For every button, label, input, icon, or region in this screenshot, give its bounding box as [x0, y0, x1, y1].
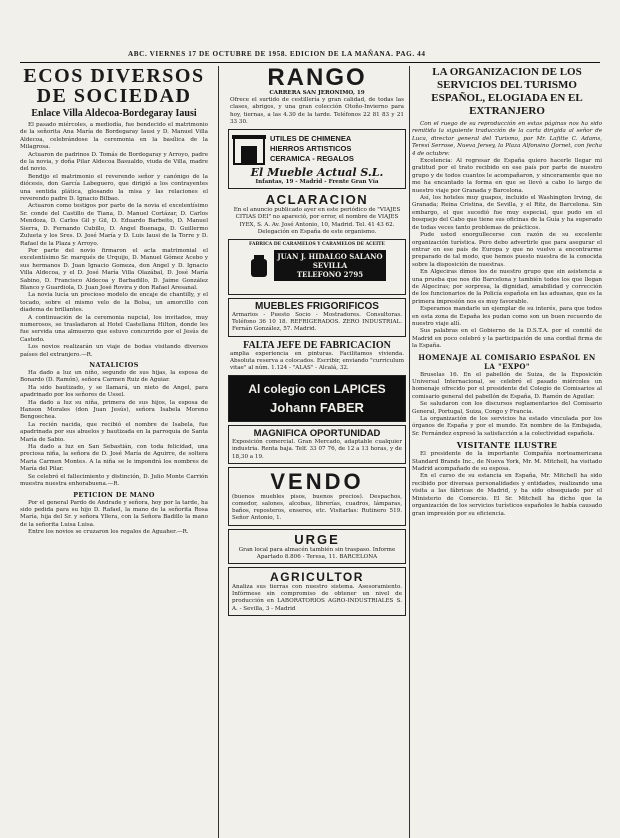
- homenaje-paragraph: Se saludaron con los discursos reglamentarios del Comisario General, Portugal, Suiza, Congo y Francia.: [412, 401, 602, 415]
- muebles-ad: [228, 298, 406, 337]
- magnifica-ad: [228, 425, 406, 464]
- ads-column: [228, 66, 406, 838]
- falta-title: FALTA JEFE DE FABRICACION: [243, 339, 391, 351]
- page-header: ABC. VIERNES 17 DE OCTUBRE DE 1958. EDICION DE LA MAÑANA. PAG. 44: [128, 50, 426, 58]
- wedding-paragraph: El pasado miércoles, a mediodía, fue bendecido el matrimonio de la señorita Ana María de Bordegaray Iausi y D. Manuel Villa Aldecoa, celebrándose la ceremonia en la basílica de la Milagrosa.: [20, 122, 208, 151]
- tourism-title: LA ORGANIZACION DE LOS SERVICIOS DEL TURISMO ESPAÑOL, ELOGIADA EN EL EXTRANJERO: [431, 66, 583, 117]
- falta-ad: [228, 340, 406, 373]
- muebles-title: MUEBLES FRIGORIFICOS: [255, 301, 379, 313]
- vendo-ad: [228, 467, 406, 526]
- chimenea-ad: [228, 129, 406, 189]
- wedding-paragraph: Bendijo el matrimonio el reverendo señor y canónigo de la diócesis, don García Labeguero, que dirigió a los contrayentes una sentida plática, glosando la misa y las relaciones el reverendo padre D. Ignacio Bilbao.: [20, 173, 208, 203]
- wedding-paragraph: A continuación de la ceremonia nupcial, los invitados, muy numerosos, se trasladaron al Hotel Castellana Hilton, donde les fue servida una almuerzo que estuvo concurrido por el Jesús de Castedo.: [20, 314, 208, 343]
- fireplace-icon: [232, 132, 266, 166]
- peticion-heading: PETICION DE MANO: [73, 490, 155, 499]
- aclaracion-title: ACLARACION: [265, 192, 369, 208]
- juan-name: JUAN J. HIDALGO SALANO: [277, 252, 383, 262]
- juan-tel: TELEFONO 2795: [296, 270, 364, 280]
- tourism-paragraph: En Algeciras dimos los de nuestro grupo que sin asistencia a una prueba que nos dio Barcelona y también todos los que llegan de Algeciras; por sorpresa, la dignidad, amabilidad y corrección de los funcionarios de la Policía española en las aduanas, que es la primera impresión nos es muy favorable.: [412, 269, 602, 305]
- tourism-intro: Con el ruego de su reproducción en estas páginas nos ha sido remitida la siguiente traducción de la carta dirigida al señor de Luca, director general del Turismo, por Mr. Lafitte C. Adams, Teresí Serrose, Nueva Jersey, la Plaza Alfonsino (Jornet, con fecha 4 de octubre:: [412, 121, 602, 157]
- juan-hidalgo-ad: [228, 239, 406, 295]
- urge-title: URGE: [294, 531, 340, 547]
- column-rule: [218, 66, 219, 838]
- tourism-paragraph: Pude usted enorgullecerse con razón de su excelente organización turística. Pero debo advertirle que para asegurar el entrar en ese país de Europa y que no vuelvo a encontrarme preparado de tal modo, que hemos puesto nuestra de la conocida sobre la disposición de nuestras.: [412, 232, 602, 268]
- jar-icon: [248, 253, 270, 279]
- wedding-paragraph: Los novios realizarán un viaje de bodas visitando diversos países del extranjero.—R.: [20, 344, 208, 358]
- wedding-paragraph: Por parte del novio firmaron el acta matrimonial el excelentísimo Sr. marqués de Urquijo, D. Manuel Gómez Acebo y sus hermanos D. Juan Ignacio Gomeza, don Angel y D. Ignacio Villa Aldecoa, y el D. José María Villa Olazábal, D. José María Sabino, D. Francisco Aldecoa y Barbadillo, D. Jaime González Blanco y Guardiola, D. Juan José Rovira y don Rafael Aresanal.: [20, 247, 208, 291]
- natalicio-paragraph: La recién nacida, que recibió el nombre de Isabela, fue apadrinada por sus abuelos y bautizada en la parroquia de Santa María de Sabio.: [20, 421, 208, 443]
- homenaje-heading: HOMENAJE AL COMISARIO ESPAÑOL EN LA "EXPO": [418, 352, 596, 371]
- wedding-paragraph: Actuaron de padrinos D. Tomás de Bordegaray y Arroyo, padre de la novia, y doña Pilar Aldecoa Basualdo, viuda de Villa, madre del novio.: [20, 151, 208, 173]
- natalicios-heading: NATALICIOS: [89, 361, 139, 369]
- muebles-text: Armarios - Puesto Socio - Mostradores. Consultoras. Teléfono 36 10 18. REFRIGERADOS. ZERO INDUSTRIAL. Fernán González, 57. Madrid.: [232, 312, 402, 333]
- tourism-column: [412, 66, 602, 838]
- homenaje-paragraph: Bruselas 16. En el pabellón de Suiza, de la Exposición Universal Internacional, se celebró el pasado miércoles un homenaje ofrecido por el presidente del Colegio de Comisarios al comisario general del pabellón de España, D. Ramón de Aguilar.: [412, 371, 602, 400]
- chimenea-line: CERAMICA - REGALOS: [270, 154, 354, 164]
- tourism-paragraph: Excelencia: Al regresar de España quiero hacerle llegar mi gratitud por el trato recibido en ese país por parte de nuestro grupo y de todos cuantos le acompañaron, y sinceramente que no me ha encantado la forma en que se llevó a cabo lo largo de nuestro viaje por Granada y Barcelona.: [412, 158, 602, 194]
- urge-text: Gran local para almacén también sin traspaso. Informe Apartado 8.806 - Teresa, 11. BARCELONA: [238, 546, 396, 560]
- natalicio-paragraph: Ha dado a luz su niña, primera de sus hijos, la esposa de Hanson Morales (don Juan Jesús), señora Isabela Moreno Bengoechea.: [20, 399, 208, 421]
- magnifica-title: MAGNIFICA OPORTUNIDAD: [253, 428, 381, 440]
- aclaracion-text: En el anuncio publicado ayer en este periódico de "VIAJES CITIAS DEI" no apareció, por error, el nombre de VIAJES IYEX, S. A. Av. José Antonio, 10, Madrid. Tel. 41 43 62. Delegación en España de este organismo.: [233, 207, 401, 235]
- peticion-paragraph: Por el general Pardo de Andrade y señora, hoy por la tarde, ha sido pedida para su hijo D. Rafael, la mano de la señorita Rosa María, hija del Sr. y señora Yllera, con la Señora Badillo la mano de la señorita Luisa Luisa.: [20, 499, 208, 528]
- rango-address: CARRERA SAN JERONIMO, 19: [269, 90, 365, 96]
- vendo-text: (buenos muebles pisos, buenos precios). Despachos, comedor, salones, alcobas, librerías, cuadros, lámparas, baños, reposteros, enseres, etc. Visitarlas: Rutinero 519. Señor Antonio, 1.: [232, 493, 402, 522]
- rango-title: RANGO: [267, 66, 367, 91]
- society-title: ECOS DIVERSOS DE SOCIEDAD: [23, 66, 205, 107]
- column-rule: [409, 66, 410, 838]
- society-column: [20, 66, 208, 838]
- wedding-paragraph: Actuaron como testigos por parte de la novia el excelentísimo Sr. conde del Castillo de Tiana, D. Manuel Cortázar, D. Carlos Mendoza, D. Carlos Gil y Gil, D. Eduardo Barbeito, D. Manuel Sierra, D. Fernando Cubillo, D. Angel Buenaga, D. Guillermo Zulueta y los Sres. D. José María y D. Luis Iausi de la Torre y D. Rafael de la Plaza y Arroyo.: [20, 203, 208, 247]
- homenaje-paragraph: La organización de los servicios ha estado vinculada por los órganos de España y por el mundo. En nombre de la Embajada, Sr. Fernández expresó la satisfacción a la colectividad española.: [412, 416, 602, 437]
- aclaracion-ad: [228, 192, 406, 236]
- faber-line2: Johann FABER: [270, 400, 364, 416]
- magnifica-text: Exposición comercial. Gran Mercado, adaptable cualquier industria. Renta baja. Telf. 33 07 76, de 12 a 13 horas, y de 18,30 a 19.: [232, 439, 402, 460]
- natalicio-paragraph: Se celebró el fallecimiento y distinción, D. Julio Monte Carrión muestra nuestra enhorabuena.—R.: [20, 473, 208, 488]
- wedding-title: Enlace Villa Aldecoa-Bordegaray Iausi: [31, 108, 197, 119]
- chimenea-address: Infantas, 19 - Madrid - Frente Gran Vía: [255, 179, 379, 186]
- header-rule: [20, 62, 600, 63]
- juan-city: SEVILLA: [312, 261, 348, 271]
- chimenea-brand: El Mueble Actual S.L.: [250, 166, 384, 180]
- faber-line1: Al colegio con LAPICES: [248, 382, 386, 397]
- natalicio-paragraph: Ha dado a luz un niño, segundo de sus hijas, la esposa de Bonardo (D. Ramón), señora Carmen Ruiz de Aguiar.: [20, 370, 208, 384]
- urge-ad: [228, 529, 406, 564]
- visitante-paragraph: En el curso de su estancia en España, Mr. Mitchell ha sido recibido por diversas personalidades y entidades, realizando una visita a las fábricas de Madrid, y ha sido obsequiado por el Ministerio de Comercio. El Sr. Mitchell ha dicho que la organización de los servicios turísticos españoles le había causado gran impresión por su eficiencia.: [412, 473, 602, 517]
- vendo-title: VENDO: [270, 468, 364, 494]
- agricultor-text: Analiza sus tierras con nuestro sistema. Asesoramiento. Infórmese sin compromiso de obtener un nivel de producción en LABORATORIOS AGRO-INDUSTRIALES S. A. - Sevilla, 3 - Madrid: [232, 584, 402, 612]
- faber-ad: [228, 375, 406, 422]
- wedding-paragraph: La novia lucía un precioso modelo de encaje de chantilly, y el tocado, sobre el mismo velo de la Bolsa, un amorcillo con diadema de brillantes.: [20, 292, 208, 314]
- tourism-paragraph: Esperamos mandarle un ejemplar de su interés, para que todos en esta zona de España les pudan como son un buen recuerdo de nuestro viaje allí.: [412, 306, 602, 327]
- chimenea-line: HIERROS ARTISTICOS: [270, 144, 352, 154]
- chimenea-line: UTILES DE CHIMENEA: [270, 134, 352, 144]
- falta-text: amplia experiencia en pinturas. Facilitamos vivienda. Absoluta reserva a colocados. Escribir, enviando "curriculum vitae" al núm. 1.124 - "ALAS" - Alcalá, 32.: [230, 350, 404, 372]
- peticion-paragraph: Entre los novios se cruzaron los regalos de Aguaher.—R.: [28, 529, 189, 536]
- rango-ad: [228, 66, 406, 126]
- tourism-note: Sus palabras en el Gobierno de la D.S.T.A. por el comité de Madrid en poco celebró y la participación de una cordial firma de la España.: [412, 328, 602, 350]
- visitante-heading: VISITANTE ILUSTRE: [456, 440, 558, 451]
- natalicio-paragraph: Ha dado a luz en San Sebastián, con toda felicidad, una preciosa niña, la señora de D. José María de Aguirre, de soltera Maria Carmen Montes. A la niña se le impondrá los nombres de María del Pilar.: [20, 444, 208, 473]
- agricultor-title: AGRICULTOR: [270, 570, 364, 585]
- juan-top: FABRICA DE CARAMELOS Y CARAMELOS DE ACEITE: [249, 242, 385, 248]
- agricultor-ad: [228, 567, 406, 616]
- tourism-paragraph: Así, los hoteles muy guapos, incluido el Washington Irving, de Granada; Reina Cristina, de Sevilla, y el Ritz, de Barcelona. Sin embargo, el que sucedió fue muy especial, que pudo en el bosquejo del Cabo que tiene sus oficinas de la Guía y ha superado de todas veces tanto problemas de prácticos.: [412, 195, 602, 231]
- visitante-paragraph: El presidente de la importante Compañía norteamericana Standard Brands Inc., de Nueva York, Mr. M. Mitchell, ha visitado Madrid acompañado de su esposa.: [412, 451, 602, 473]
- rango-text: Ofrece el surtido de cestillería y gran calidad, de todas las clases, abrigos, y una gran colección Otoño-Invierno para hoy, tiernas, a las 4.30 de la tarde. Teléfonos 22 81 83 y 21 33 30.: [230, 97, 404, 125]
- natalicio-paragraph: Ha sido bautizado, y se llamará, un nieto de Angel, para apadrinado por los señores de Ussel.: [20, 384, 208, 399]
